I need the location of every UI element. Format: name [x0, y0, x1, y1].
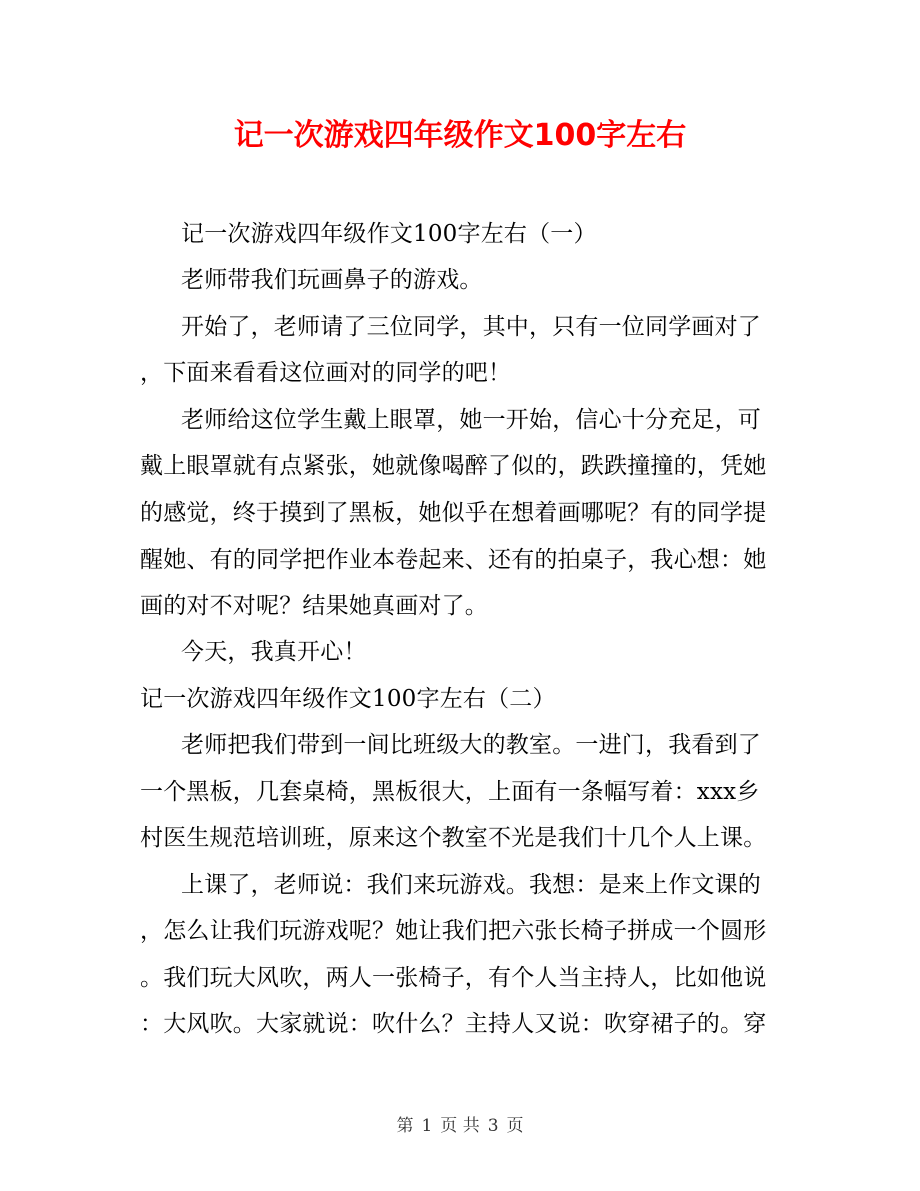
paragraph-line: 村医生规范培训班，原来这个教室不光是我们十几个人上课。 — [140, 825, 767, 851]
paragraph-line: 。我们玩大风吹，两人一张椅子，有个人当主持人，比如他说 — [140, 965, 767, 991]
document-title: 记一次游戏四年级作文100字左右 — [233, 118, 687, 153]
footer-total-pages: 3 — [487, 1116, 499, 1136]
paragraph-line: ，怎么让我们玩游戏呢？她让我们把六张长椅子拼成一个圆形 — [140, 918, 767, 944]
paragraph-line: ：大风吹。大家就说：吹什么？主持人又说：吹穿裙子的。穿 — [140, 1011, 767, 1037]
paragraph-line: 老师给这位学生戴上眼罩，她一开始，信心十分充足，可 — [181, 407, 761, 433]
page-footer — [0, 1112, 920, 1140]
paragraph-line: ，下面来看看这位画对的同学的吧！ — [140, 360, 512, 386]
paragraph-line: 画的对不对呢？结果她真画对了。 — [140, 593, 488, 619]
paragraph-line: 上课了，老师说：我们来玩游戏。我想：是来上作文课的 — [181, 872, 761, 898]
footer-suffix: 页 — [506, 1116, 524, 1136]
paragraph-line: 老师把我们带到一间比班级大的教室。一进门，我看到了 — [181, 732, 761, 758]
paragraph-line: 老师带我们玩画鼻子的游戏。 — [181, 267, 483, 293]
footer-page-number: 1 — [421, 1116, 433, 1136]
footer-mid: 页 共 — [440, 1116, 480, 1136]
section-heading-1: 记一次游戏四年级作文100字左右（一） — [181, 221, 597, 247]
paragraph-line: 今天，我真开心！ — [181, 639, 367, 665]
paragraph-line: 戴上眼罩就有点紧张，她就像喝醉了似的，跌跌撞撞的，凭她 — [140, 453, 767, 479]
section-heading-2: 记一次游戏四年级作文100字左右（二） — [140, 686, 556, 712]
footer-prefix: 第 — [396, 1116, 414, 1136]
paragraph-line: 醒她、有的同学把作业本卷起来、还有的拍桌子，我心想：她 — [140, 547, 767, 573]
paragraph-line: 一个黑板，几套桌椅，黑板很大，上面有一条幅写着：xxx乡 — [140, 779, 760, 805]
paragraph-line: 开始了，老师请了三位同学，其中，只有一位同学画对了 — [181, 314, 761, 340]
paragraph-line: 的感觉，终于摸到了黑板，她似乎在想着画哪呢？有的同学提 — [140, 500, 767, 526]
